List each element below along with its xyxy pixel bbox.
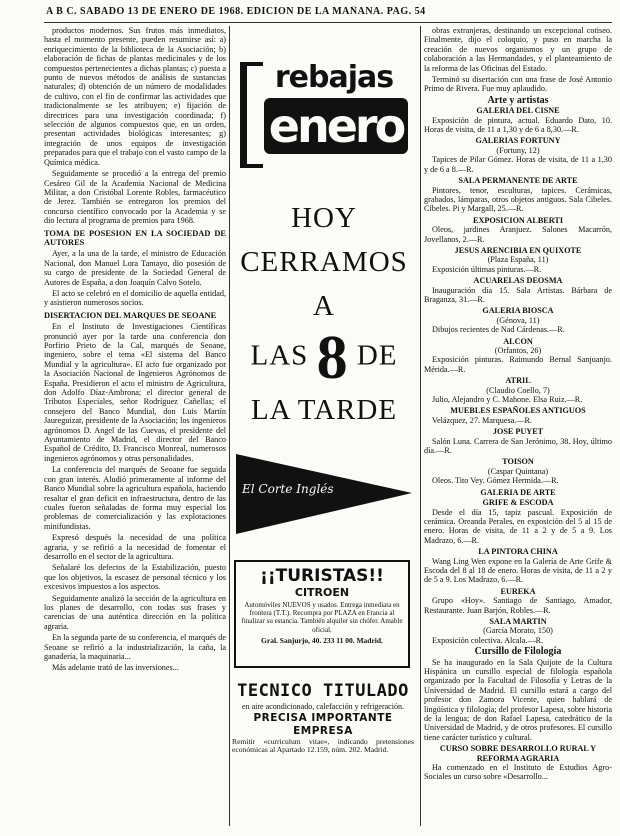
column-rule-right: [420, 26, 421, 826]
paragraph: obras extranjeras, destinando un excepcional cotiseo. Finalmente, dijo el coloquio, y puso en marcha la creación de nuevos organismos y un grupo de colaboración a las Hermandades, y el planteamiento de la reforma de las Oficinas del Estado.: [424, 26, 612, 73]
job-ad: [232, 680, 414, 755]
paragraph: Pintores, tenor, esculturas, tapices. Cerámicas, grabados, lámparas, otros objetos antiguos. Sala Cibeles. Cibeles. Pi y Margall, 25.—R.: [424, 185, 612, 214]
job-body: Remitir «curriculum vitae», indicando pretensiones económicas al Apartado 12.159, núm. 202. Madrid.: [232, 736, 414, 755]
page-header: A B C. SABADO 13 DE ENERO DE 1968. EDICION DE LA MAÑANA. PAG. 54: [46, 6, 426, 17]
paragraph: Tapices de Pilar Gómez. Horas de visita, de 11 a 1,30 y de 6 a 8.—R.: [424, 155, 612, 174]
brand-logo: El Corte Inglés: [242, 482, 334, 496]
paragraph: Desde el día 15, tapiz pascual. Exposición de cerámica. Oreanda Perales, en exposición del 5 al 15 de enero. Horas de visita, de 11 a 2 y de 5 a 9. Los Madrazo, 6.—R.: [424, 507, 612, 545]
turistas-title: ¡¡TURISTAS!!: [260, 566, 384, 586]
ad-word-las: LAS: [250, 339, 309, 372]
paragraph: Grupo «Hoy». Santiago de Santiago, Amador, Restaurante. Juan Barjón, Robles.—R.: [424, 596, 612, 615]
ad-word-de: DE: [356, 339, 398, 372]
listing-title: MUEBLES ESPAÑOLES ANTIGUOS: [450, 406, 586, 416]
column-rule-left: [229, 26, 230, 826]
ad-line-hoy: HOY: [291, 202, 357, 234]
paragraph: Señalaré los defectos de la Estabilización, puesto que los objetivos, la escasez de personal técnico y los excesivos impuestos a los aspectos.: [44, 563, 226, 592]
ad-line-la-tarde: LA TARDE: [250, 394, 398, 426]
paragraph: Seguidamente se procedió a la entrega del premio Cesáreo Gil de la Academia Nacional de Medicina Militar, a don Cristóbal Lorente Robles, farmacéutico de Jerez. También se entregaron los premios del concurso científico convocado por la Academia y se dio lectura al programa de premios para 1968.: [44, 169, 226, 226]
paragraph: Oleos, jardines Aranjuez. Salones Macarrón, Jovellanos, 2.—R.: [424, 225, 612, 244]
paragraph: Inauguración día 15. Sala Artistas. Bárbara de Braganza, 31.—R.: [424, 285, 612, 304]
paragraph: Expresó después la necesidad de una política agraria, y se refirió a la necesidad de fomentar el desarrollo en el sector de la agricultura.: [44, 533, 226, 561]
ad-line-a: A: [313, 290, 335, 322]
paragraph: Oleos. Tito Vey. Gómez Hermida.—R.: [432, 476, 559, 486]
listing-title: (Claudio Coello, 7): [486, 385, 550, 395]
citroen-address: Gral. Sanjurjo, 40. 233 11 00. Madrid.: [261, 635, 383, 645]
paragraph: Ha comenzado en el Instituto de Estudios Agro-Sociales un curso sobre «Desarrollo...: [424, 763, 612, 782]
listing-title: GALERIA DE ARTE: [480, 487, 556, 497]
listing-title: (Caspar Quintana): [487, 466, 549, 476]
section-heading: DISERTACION DEL MARQUES DE SEOANE: [44, 310, 217, 320]
job-need-line1: PRECISA IMPORTANTE: [253, 711, 393, 724]
paragraph: El acto se celebró en el domicilio de aquella entidad, y asistieron numerosos socios.: [44, 288, 226, 308]
paragraph: Wang Ling Wen expone en la Galería de Arte Grife & Escoda del 8 al 18 de enero. Horas de visita, de 11 a 2 y de 5 a 9. Los Madrazo, 6.—R.: [424, 556, 612, 585]
listing-title: JESUS ARENCIBIA EN QUIXOTE: [454, 245, 582, 255]
listing-title: GRIFE & ESCODA: [482, 498, 554, 508]
listing-title: (Fortuny, 12): [496, 145, 540, 155]
paragraph: productos modernos. Sus frutos más inmediatos, hasta el momento presente, pueden resumirse así: a) enriquecimiento de la biblioteca de la Asociación; b) elaboración de fichas de plantas medicinales y de los compuestos pertenecientes a dichas plantas; c) puesta a punto de nuevos métodos de análisis de sustancias naturales; d) obtención de un número de modalidades de cultivo, con el fin de confirmar las actividades que tradicionalmente se les atribuyen; e) fijación de directrices para una investigación coordinada; f) selección de algunos compuestos que, en un orden, presentan actividades biológicas interesantes; g) integración de unos equipos de investigación preparados para que el trabajo con el vasto campo de la Química médica.: [44, 26, 226, 167]
citroen-brand: CITROEN: [294, 586, 350, 599]
listing-title: EXPOSICION ALBERTI: [472, 215, 564, 225]
listing-title: (Orfantos, 26): [494, 346, 542, 355]
paragraph: Velázquez, 27. Marquesa.—R.: [432, 415, 533, 425]
right-column-listings: [424, 26, 612, 826]
listing-title: Cursillo de Filología: [474, 646, 562, 658]
listing-title: ATRIL: [505, 376, 531, 386]
paragraph: Terminó su disertación con una frase de José Antonio Primo de Rivera. Fue muy aplaudido.: [424, 75, 612, 94]
listing-title: GALERIAS FORTUNY: [475, 136, 561, 146]
ad-line-las-8-de: [232, 324, 416, 392]
paragraph: En el Instituto de Investigaciones Científicas pronunció ayer por la tarde una conferencia don Porfirio Prieto de la Cal, marqués de Seoane, ingeniero, sobre el tema «El sistema del Banco Mundial y la agricultura». El acto fue organizado por la Asociación Nacional de Ingenieros Agrónomos de España. Presidieron el acto el ministro de Agricultura, don Adolfo Díaz-Ambrona; el director general de Tributos Especiales, señor Rodríguez Cañellas; el consejero del Banco Mundial, don Luis Martín Jaureguizar, presidente de la Asociación; los ingenieros agrónomos D. Angel de las Cuevas, el presidente del Ayuntamiento de Madrid, el director del Banco Español de Crédito, D. Francisco Monreal, numerosos ingenieros agrónomos y otras personalidades.: [44, 322, 226, 463]
paragraph: Se ha inaugurado en la Sala Quijote de la Cultura Hispánica un cursillo especial de filología española organizado por la Facultad de Filosofía y Letras de la Universidad de Madrid. El cursillo estará a cargo del profesor don Zamora Vicente, quien hablará de lingüística y filología; del profesor Lapesa, sobre historia de la lengua; de don Rafael Lapesa, catedrático de la Universidad de Madrid, y de otros profesores. El cursillo tiene carácter turístico y cultural.: [424, 657, 612, 742]
listing-title: SALA PERMANENTE DE ARTE: [458, 176, 578, 186]
job-title: TECNICO TITULADO: [237, 681, 409, 701]
citroen-body: Automóviles NUEVOS y usados. Entrega inmediata en frontera (T.T.). Recompra por PLAZA en Francia al finalizar su estancia. También alquiler sin chófer. Amable oficial.: [241, 601, 403, 634]
paragraph: La conferencia del marqués de Seoane fue seguida con gran interés. Aludió primeramente al informe del Banco Mundial sobre la agricultura española, haciendo resaltar el gran deficit en infraestructura, dentro de las cuales fueron señaladas de forma muy especial los problemas de comercialización y las explotaciones minifundistas.: [44, 465, 226, 531]
listing-title: (Génova, 11): [496, 315, 540, 325]
listing-title: ALCON: [503, 336, 533, 346]
listing-title: Arte y artistas: [487, 94, 549, 106]
paragraph: Dibujos recientes de Nad Cárdenas.—R.: [432, 325, 565, 335]
listing-title: CURSO SOBRE DESARROLLO RURAL Y REFORMA AGRARIA: [439, 744, 597, 763]
paragraph: Exposición colectiva. Alcala.—R.: [432, 635, 544, 645]
brand-pennant: [236, 448, 414, 538]
listing-title: SALA MARTIN: [489, 616, 547, 626]
listing-title: TOISON: [502, 457, 534, 467]
closing-hours-ad: [232, 196, 416, 432]
citroen-ad: [234, 560, 410, 668]
paragraph: Salón Luna. Carrera de San Jerónimo, 38. Hoy, último día.—R.: [424, 436, 612, 456]
header-rule: [44, 22, 612, 23]
rebajas-label: rebajas: [274, 60, 394, 95]
paragraph: Exposición pinturas. Raimundo Bernal Sanjuanjo. Mérida.—R.: [424, 355, 612, 374]
paragraph: Seguidamente analizó la sección de la agricultura en los planes de desarrollo, con todas sus frases y carencias de una auténtica dirección en la política agraria.: [44, 593, 226, 631]
paragraph: Exposición de pintura, actual. Eduardo Dato, 10. Horas de visita, de 11 a 1,30 y de 6 a 8,30.—R.: [424, 115, 612, 135]
paragraph: Más adelante trató de las inversiones...: [52, 663, 179, 673]
listing-title: GALERIA BIOSCA: [482, 306, 554, 316]
listing-title: ACUARELAS DEOSMA: [473, 276, 563, 286]
left-column-article: [44, 26, 226, 826]
job-need-line2: EMPRESA: [293, 724, 353, 737]
paragraph: Ayer, a la una de la tarde, el ministro de Educación Nacional, don Manuel Lora Tamayo, dio posesión de su cargo de presidente de la Sociedad General de Autores de España, a don Joaquín Calvo Sotelo.: [44, 249, 226, 287]
job-subtitle: en aire acondicionado, calefacción y refrigeración.: [242, 702, 404, 711]
listing-title: LA PINTORA CHINA: [478, 547, 558, 557]
enero-label: enero: [264, 98, 408, 154]
paragraph: En la segunda parte de su conferencia, el marqués de Seoane se refirió a la industrialización, la caña, la ganadería, la maquinaria...: [44, 633, 226, 661]
bracket-decoration: [240, 62, 263, 168]
paragraph: Julio, Alejandro y C. Mahone. Elsa Ruiz.—R.: [432, 395, 583, 405]
ad-number-eight: 8: [316, 324, 349, 392]
rebajas-enero-ad: [236, 56, 414, 176]
listing-title: (Plaza España, 11): [487, 255, 549, 265]
paragraph: Exposición últimas pinturas.—R.: [432, 264, 542, 274]
section-heading: TOMA DE POSESION EN LA SOCIEDAD DE AUTORES: [44, 228, 226, 247]
listing-title: GALERIA DEL CISNE: [476, 106, 560, 116]
ad-line-cerramos: CERRAMOS: [240, 246, 408, 278]
listing-title: (García Morato, 150): [483, 626, 553, 636]
listing-title: EUREKA: [500, 586, 536, 596]
listing-title: JOSE PUYET: [492, 427, 544, 437]
